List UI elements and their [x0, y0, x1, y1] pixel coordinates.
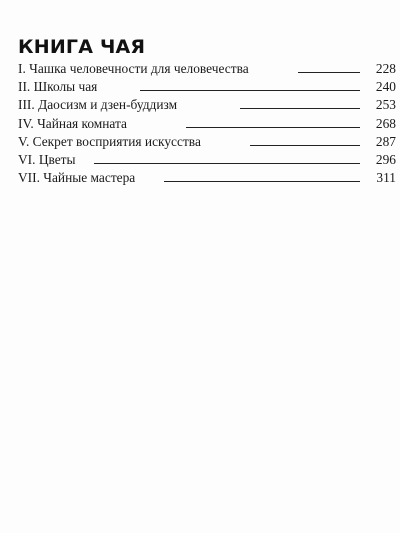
- toc-entry-page: 296: [375, 151, 396, 167]
- toc-entry: [18, 97, 396, 115]
- toc-entry-page: 228: [375, 61, 396, 76]
- toc-entry-page: 240: [375, 79, 396, 95]
- toc-entry-title: VII. Чайные мастера: [18, 170, 136, 186]
- toc-entry-page: 287: [375, 133, 396, 149]
- toc-entry-title: III. Даосизм и дзен-буддизм: [18, 97, 178, 113]
- toc-leader-line: [240, 108, 360, 109]
- toc-leader-line: [186, 127, 360, 128]
- toc-entry: [18, 79, 396, 97]
- toc-entry: [18, 170, 396, 188]
- toc-entry-page: 253: [375, 97, 396, 113]
- page-heading: КНИГА ЧАЯ: [18, 36, 146, 58]
- toc-leader-line: [140, 90, 360, 91]
- toc-entry-title: V. Секрет восприятия искусства: [18, 133, 201, 149]
- toc-leader-line: [250, 145, 360, 146]
- toc-leader-line: [298, 72, 360, 73]
- toc-entry-title: IV. Чайная комната: [18, 115, 127, 131]
- toc-entry: [18, 134, 396, 152]
- toc-entry-title: II. Школы чая: [18, 79, 98, 95]
- toc-leader-line: [94, 163, 360, 164]
- table-of-contents: [18, 61, 396, 188]
- toc-entry: [18, 116, 396, 134]
- toc-entry-title: VI. Цветы: [18, 151, 76, 167]
- toc-entry-page: 311: [376, 170, 396, 186]
- toc-entry: [18, 152, 396, 170]
- toc-entry-page: 268: [375, 115, 396, 131]
- toc-entry-title: I. Чашка человечности для человечества: [18, 61, 249, 76]
- toc-entry: [18, 61, 396, 79]
- toc-leader-line: [164, 181, 360, 182]
